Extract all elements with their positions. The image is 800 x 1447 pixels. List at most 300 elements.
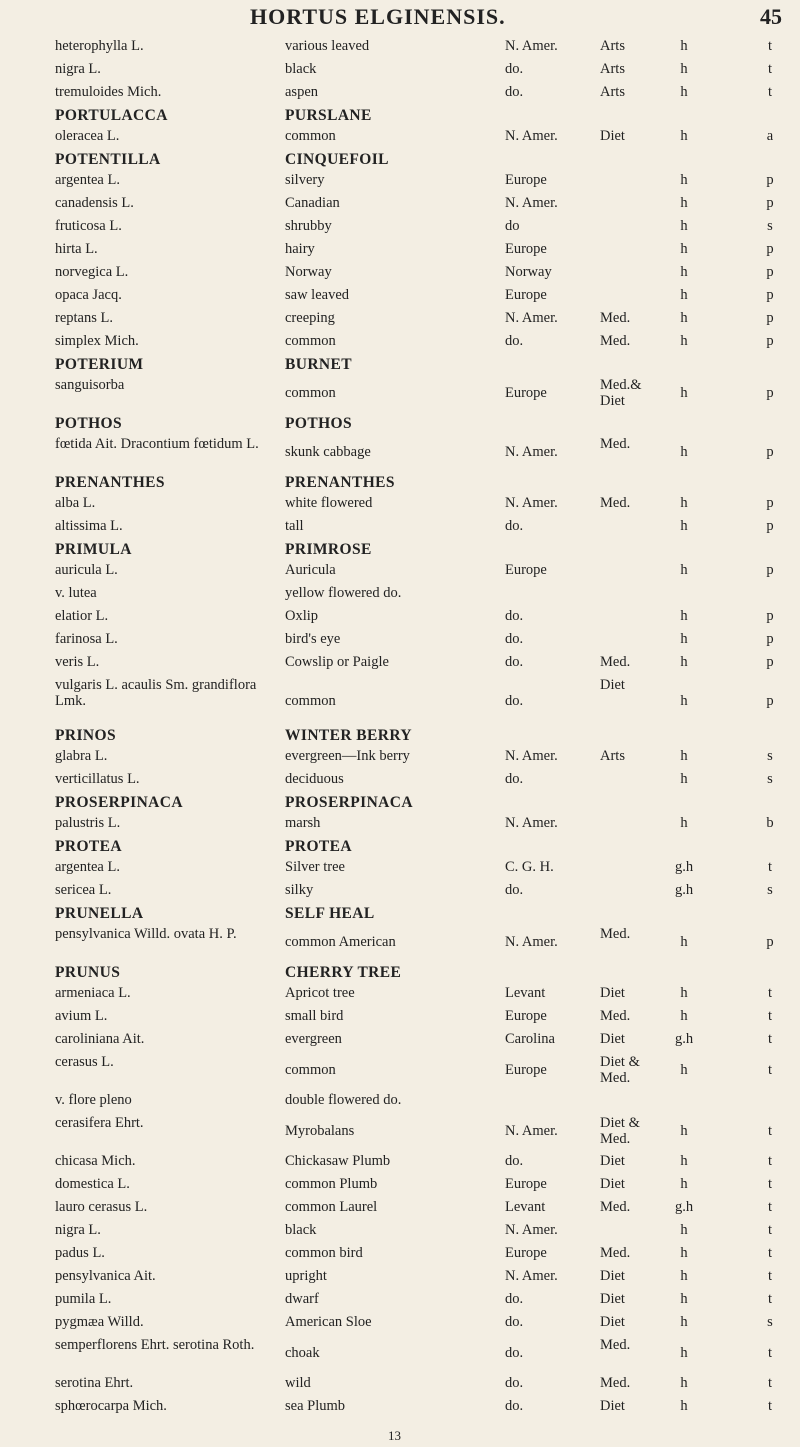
origin-cell: N. Amer. [505, 495, 558, 511]
habit-cell: t [767, 1062, 773, 1078]
species-row [0, 562, 800, 585]
habit-cell: p [766, 934, 774, 950]
species-row [0, 38, 800, 61]
latin-name-cell: altissima L. [55, 518, 123, 534]
common-name-cell: dwarf [285, 1291, 319, 1307]
species-row [0, 882, 800, 905]
species-row [0, 377, 800, 415]
habitat-cell: h [680, 61, 688, 77]
latin-name-cell: cerasifera Ehrt. [55, 1115, 144, 1131]
common-name-cell: hairy [285, 241, 315, 257]
origin-cell: Europe [505, 562, 547, 578]
species-row [0, 172, 800, 195]
habit-cell: a [766, 128, 774, 144]
latin-name-cell: avium L. [55, 1008, 108, 1024]
common-name-cell: white flowered [285, 495, 373, 511]
habit-cell: t [767, 1031, 773, 1047]
habitat-cell: h [680, 310, 688, 326]
use-cell: Med. [600, 1375, 631, 1391]
page-header [0, 4, 800, 34]
use-cell: Diet & Med. [600, 1115, 640, 1147]
common-name-cell: common [285, 693, 336, 709]
species-row [0, 1268, 800, 1291]
latin-name-cell: PROTEA [55, 838, 122, 855]
latin-name-cell: alba L. [55, 495, 96, 511]
species-row [0, 1222, 800, 1245]
latin-name-cell: palustris L. [55, 815, 121, 831]
habit-cell: t [767, 1398, 773, 1414]
habit-cell: t [767, 1199, 773, 1215]
common-name-cell: PURSLANE [285, 107, 372, 124]
species-row [0, 1245, 800, 1268]
species-row [0, 1337, 800, 1375]
habit-cell: t [767, 1008, 773, 1024]
origin-cell: do. [505, 882, 524, 898]
origin-cell: Europe [505, 241, 547, 257]
species-row [0, 436, 800, 474]
habitat-cell: h [680, 654, 688, 670]
species-row [0, 771, 800, 794]
habitat-cell: h [680, 1375, 688, 1391]
species-row [0, 333, 800, 356]
latin-name-cell: POTENTILLA [55, 151, 161, 168]
habitat-cell: h [680, 934, 688, 950]
latin-name-cell: domestica L. [55, 1176, 130, 1192]
latin-name-cell: nigra L. [55, 1222, 101, 1238]
habitat-cell: h [680, 495, 688, 511]
latin-name-cell: nigra L. [55, 61, 101, 77]
use-cell: Diet [600, 1314, 625, 1330]
habit-cell: t [767, 1176, 773, 1192]
use-cell: Med. [600, 333, 631, 349]
common-name-cell: black [285, 61, 317, 77]
origin-cell: N. Amer. [505, 38, 558, 54]
habit-cell: t [767, 38, 773, 54]
catalog-table [0, 38, 800, 1421]
origin-cell: C. G. H. [505, 859, 554, 875]
common-name-cell: common Laurel [285, 1199, 378, 1215]
habit-cell: s [767, 748, 773, 764]
common-name-cell: PRIMROSE [285, 541, 372, 558]
common-name-cell: aspen [285, 84, 319, 100]
common-name-cell: American Sloe [285, 1314, 372, 1330]
use-cell: Diet [600, 1291, 625, 1307]
common-name-cell: black [285, 1222, 317, 1238]
common-name-cell: SELF HEAL [285, 905, 375, 922]
species-row [0, 1314, 800, 1337]
habitat-cell: h [680, 1398, 688, 1414]
habitat-cell: h [680, 748, 688, 764]
habit-cell: s [767, 218, 773, 234]
origin-cell: N. Amer. [505, 128, 558, 144]
genus-heading-row [0, 474, 800, 495]
species-row [0, 287, 800, 310]
common-name-cell: POTHOS [285, 415, 352, 432]
habit-cell: p [766, 495, 774, 511]
common-name-cell: BURNET [285, 356, 352, 373]
latin-name-cell: veris L. [55, 654, 100, 670]
origin-cell: do. [505, 1314, 524, 1330]
habitat-cell: h [680, 38, 688, 54]
species-row [0, 1092, 800, 1115]
habitat-cell: h [680, 771, 688, 787]
latin-name-cell: PRIMULA [55, 541, 132, 558]
common-name-cell: various leaved [285, 38, 370, 54]
habitat-cell: h [680, 1222, 688, 1238]
use-cell: Diet [600, 677, 625, 693]
origin-cell: N. Amer. [505, 1123, 558, 1139]
genus-heading-row [0, 964, 800, 985]
use-cell: Med. [600, 1008, 631, 1024]
species-row [0, 585, 800, 608]
genus-heading-row [0, 107, 800, 128]
latin-name-cell: pensylvanica Ait. [55, 1268, 156, 1284]
origin-cell: N. Amer. [505, 1268, 558, 1284]
common-name-cell: CHERRY TREE [285, 964, 402, 981]
habitat-cell: h [680, 693, 688, 709]
habitat-cell: g.h [674, 859, 694, 875]
latin-name-cell: glabra L. [55, 748, 108, 764]
species-row [0, 1008, 800, 1031]
latin-name-cell: v. flore pleno [55, 1092, 132, 1108]
habit-cell: p [766, 287, 774, 303]
common-name-cell: deciduous [285, 771, 344, 787]
habit-cell: t [767, 1345, 773, 1361]
species-row [0, 84, 800, 107]
latin-name-cell: semperflorens Ehrt. serotina Roth. [55, 1337, 255, 1353]
habit-cell: p [766, 310, 774, 326]
common-name-cell: creeping [285, 310, 335, 326]
habit-cell: s [767, 882, 773, 898]
latin-name-cell: norvegica L. [55, 264, 129, 280]
species-row [0, 1375, 800, 1398]
habitat-cell: g.h [674, 882, 694, 898]
latin-name-cell: cerasus L. [55, 1054, 114, 1070]
use-cell: Diet & Med. [600, 1054, 640, 1086]
habit-cell: t [767, 985, 773, 1001]
use-cell: Med. [600, 1337, 631, 1353]
common-name-cell: wild [285, 1375, 311, 1391]
habitat-cell: h [680, 608, 688, 624]
habitat-cell: h [680, 1176, 688, 1192]
use-cell: Arts [600, 38, 625, 54]
species-row [0, 310, 800, 333]
common-name-cell: Silver tree [285, 859, 345, 875]
species-row [0, 1153, 800, 1176]
common-name-cell: Oxlip [285, 608, 319, 624]
latin-name-cell: pumila L. [55, 1291, 112, 1307]
species-row [0, 1054, 800, 1092]
habitat-cell: h [680, 985, 688, 1001]
origin-cell: Norway [505, 264, 552, 280]
use-cell: Diet [600, 1031, 625, 1047]
habit-cell: t [767, 1291, 773, 1307]
common-name-cell: tall [285, 518, 304, 534]
use-cell: Diet [600, 1176, 625, 1192]
latin-name-cell: auricula L. [55, 562, 118, 578]
latin-name-cell: serotina Ehrt. [55, 1375, 134, 1391]
origin-cell: Levant [505, 985, 546, 1001]
common-name-cell: Cowslip or Paigle [285, 654, 389, 670]
origin-cell: do. [505, 1375, 524, 1391]
habitat-cell: h [680, 385, 688, 401]
common-name-cell: evergreen [285, 1031, 342, 1047]
origin-cell: N. Amer. [505, 195, 558, 211]
habitat-cell: h [680, 241, 688, 257]
habit-cell: p [766, 241, 774, 257]
habit-cell: p [766, 385, 774, 401]
habitat-cell: h [680, 815, 688, 831]
origin-cell: N. Amer. [505, 815, 558, 831]
latin-name-cell: farinosa L. [55, 631, 118, 647]
habit-cell: t [767, 1245, 773, 1261]
latin-name-cell: hirta L. [55, 241, 98, 257]
latin-name-cell: oleracea L. [55, 128, 120, 144]
common-name-cell: common Plumb [285, 1176, 378, 1192]
habitat-cell: h [680, 1062, 688, 1078]
genus-heading-row [0, 794, 800, 815]
genus-heading-row [0, 151, 800, 172]
latin-name-cell: padus L. [55, 1245, 105, 1261]
habit-cell: t [767, 84, 773, 100]
habit-cell: t [767, 61, 773, 77]
habit-cell: s [767, 771, 773, 787]
origin-cell: N. Amer. [505, 444, 558, 460]
common-name-cell: common [285, 128, 336, 144]
latin-name-cell: pygmæa Willd. [55, 1314, 144, 1330]
common-name-cell: yellow flowered do. [285, 585, 402, 601]
origin-cell: do. [505, 608, 524, 624]
habit-cell: p [766, 518, 774, 534]
species-row [0, 495, 800, 518]
origin-cell: N. Amer. [505, 310, 558, 326]
habitat-cell: h [680, 518, 688, 534]
habit-cell: p [766, 444, 774, 460]
habit-cell: p [766, 562, 774, 578]
signature-mark: 13 [388, 1428, 401, 1443]
use-cell: Diet [600, 128, 625, 144]
origin-cell: N. Amer. [505, 1222, 558, 1238]
origin-cell: Europe [505, 1245, 547, 1261]
habit-cell: p [766, 693, 774, 709]
habitat-cell: h [680, 1268, 688, 1284]
origin-cell: Europe [505, 1176, 547, 1192]
common-name-cell: PROTEA [285, 838, 352, 855]
habitat-cell: h [680, 172, 688, 188]
use-cell: Diet [600, 1153, 625, 1169]
latin-name-cell: fruticosa L. [55, 218, 122, 234]
origin-cell: do. [505, 631, 524, 647]
habit-cell: p [766, 654, 774, 670]
habit-cell: t [767, 1268, 773, 1284]
page-title: HORTUS ELGINENSIS. [250, 4, 506, 29]
species-row [0, 195, 800, 218]
origin-cell: do. [505, 693, 524, 709]
common-name-cell: Chickasaw Plumb [285, 1153, 391, 1169]
common-name-cell: double flowered do. [285, 1092, 402, 1108]
common-name-cell: Norway [285, 264, 332, 280]
use-cell: Arts [600, 748, 625, 764]
origin-cell: do. [505, 771, 524, 787]
origin-cell: do. [505, 84, 524, 100]
latin-name-cell: simplex Mich. [55, 333, 139, 349]
latin-name-cell: vulgaris L. acaulis Sm. grandiflora Lmk. [55, 677, 257, 709]
common-name-cell: Myrobalans [285, 1123, 355, 1139]
common-name-cell: upright [285, 1268, 327, 1284]
species-row [0, 1199, 800, 1222]
use-cell: Diet [600, 1398, 625, 1414]
species-row [0, 264, 800, 287]
species-row [0, 1398, 800, 1421]
latin-name-cell: PRUNELLA [55, 905, 144, 922]
latin-name-cell: argentea L. [55, 859, 120, 875]
latin-name-cell: elatior L. [55, 608, 109, 624]
use-cell: Med. [600, 436, 631, 452]
use-cell: Med.& Diet [600, 377, 642, 409]
genus-heading-row [0, 356, 800, 377]
latin-name-cell: POTERIUM [55, 356, 144, 373]
genus-heading-row [0, 415, 800, 436]
latin-name-cell: PRENANTHES [55, 474, 165, 491]
page-number: 45 [760, 4, 782, 29]
common-name-cell: sea Plumb [285, 1398, 346, 1414]
species-row [0, 1176, 800, 1199]
habitat-cell: h [680, 562, 688, 578]
origin-cell: Europe [505, 1062, 547, 1078]
common-name-cell: WINTER BERRY [285, 727, 412, 744]
common-name-cell: common [285, 1062, 336, 1078]
habit-cell: p [766, 195, 774, 211]
latin-name-cell: PRUNUS [55, 964, 121, 981]
use-cell: Arts [600, 61, 625, 77]
species-row [0, 128, 800, 151]
latin-name-cell: v. lutea [55, 585, 97, 601]
habit-cell: p [766, 333, 774, 349]
species-row [0, 241, 800, 264]
common-name-cell: silky [285, 882, 314, 898]
habit-cell: t [767, 859, 773, 875]
habitat-cell: h [680, 264, 688, 280]
common-name-cell: saw leaved [285, 287, 350, 303]
latin-name-cell: verticillatus L. [55, 771, 140, 787]
use-cell: Med. [600, 495, 631, 511]
habitat-cell: h [680, 1008, 688, 1024]
habitat-cell: h [680, 444, 688, 460]
common-name-cell: bird's eye [285, 631, 341, 647]
habit-cell: p [766, 172, 774, 188]
common-name-cell: common bird [285, 1245, 363, 1261]
species-row [0, 859, 800, 882]
habitat-cell: h [680, 84, 688, 100]
latin-name-cell: canadensis L. [55, 195, 134, 211]
use-cell: Med. [600, 1245, 631, 1261]
common-name-cell: CINQUEFOIL [285, 151, 389, 168]
habit-cell: p [766, 608, 774, 624]
latin-name-cell: sericea L. [55, 882, 112, 898]
species-row [0, 1031, 800, 1054]
species-row [0, 1291, 800, 1314]
genus-heading-row [0, 541, 800, 562]
common-name-cell: PRENANTHES [285, 474, 395, 491]
use-cell: Med. [600, 926, 631, 942]
common-name-cell: Auricula [285, 562, 336, 578]
latin-name-cell: argentea L. [55, 172, 120, 188]
genus-heading-row [0, 905, 800, 926]
habit-cell: s [767, 1314, 773, 1330]
use-cell: Arts [600, 84, 625, 100]
common-name-cell: Apricot tree [285, 985, 355, 1001]
origin-cell: Europe [505, 287, 547, 303]
habitat-cell: h [680, 1314, 688, 1330]
latin-name-cell: tremuloides Mich. [55, 84, 162, 100]
latin-name-cell: PORTULACCA [55, 107, 168, 124]
use-cell: Diet [600, 985, 625, 1001]
latin-name-cell: sanguisorba [55, 377, 125, 393]
species-row [0, 677, 800, 727]
origin-cell: N. Amer. [505, 748, 558, 764]
habit-cell: t [767, 1222, 773, 1238]
genus-heading-row [0, 838, 800, 859]
habit-cell: p [766, 631, 774, 647]
use-cell: Med. [600, 1199, 631, 1215]
habitat-cell: h [680, 128, 688, 144]
origin-cell: do. [505, 1345, 524, 1361]
latin-name-cell: PROSERPINACA [55, 794, 183, 811]
common-name-cell: common American [285, 934, 396, 950]
species-row [0, 654, 800, 677]
origin-cell: N. Amer. [505, 934, 558, 950]
habitat-cell: h [680, 195, 688, 211]
species-row [0, 985, 800, 1008]
habitat-cell: h [680, 218, 688, 234]
habit-cell: t [767, 1375, 773, 1391]
habitat-cell: h [680, 631, 688, 647]
origin-cell: Europe [505, 172, 547, 188]
origin-cell: Europe [505, 385, 547, 401]
common-name-cell: marsh [285, 815, 321, 831]
use-cell: Diet [600, 1268, 625, 1284]
species-row [0, 608, 800, 631]
origin-cell: do. [505, 1398, 524, 1414]
common-name-cell: Canadian [285, 195, 340, 211]
latin-name-cell: lauro cerasus L. [55, 1199, 148, 1215]
species-row [0, 926, 800, 964]
species-row [0, 748, 800, 771]
species-row [0, 518, 800, 541]
habitat-cell: h [680, 1153, 688, 1169]
latin-name-cell: chicasa Mich. [55, 1153, 136, 1169]
common-name-cell: common [285, 385, 336, 401]
common-name-cell: silvery [285, 172, 325, 188]
common-name-cell: common [285, 333, 336, 349]
species-row [0, 218, 800, 241]
latin-name-cell: pensylvanica Willd. ovata H. P. [55, 926, 237, 942]
common-name-cell: choak [285, 1345, 320, 1361]
latin-name-cell: opaca Jacq. [55, 287, 122, 303]
origin-cell: do. [505, 1291, 524, 1307]
latin-name-cell: sphœrocarpa Mich. [55, 1398, 167, 1414]
origin-cell: do. [505, 518, 524, 534]
common-name-cell: PROSERPINACA [285, 794, 413, 811]
origin-cell: Levant [505, 1199, 546, 1215]
latin-name-cell: armeniaca L. [55, 985, 131, 1001]
latin-name-cell: PRINOS [55, 727, 116, 744]
origin-cell: do. [505, 654, 524, 670]
habit-cell: t [767, 1123, 773, 1139]
latin-name-cell: fœtida Ait. Dracontium fœtidum L. [55, 436, 259, 452]
habitat-cell: h [680, 1345, 688, 1361]
origin-cell: do. [505, 1153, 524, 1169]
